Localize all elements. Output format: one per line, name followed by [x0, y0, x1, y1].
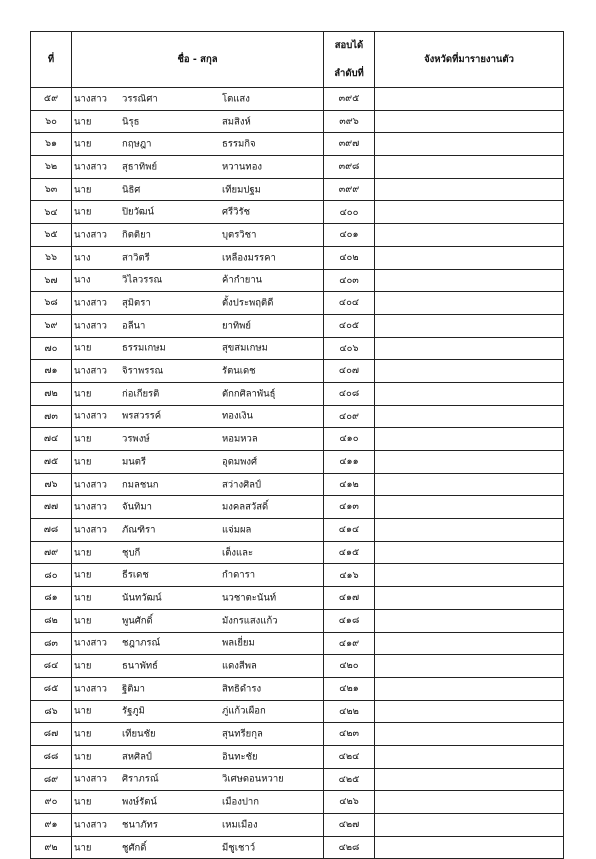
row-number: ๖๓ — [31, 178, 72, 201]
row-title: นางสาว — [74, 637, 107, 649]
row-rank: ๔๑๒ — [324, 473, 375, 496]
row-rank: ๔๒๓ — [324, 723, 375, 746]
row-name-cell — [72, 269, 324, 292]
row-rank: ๓๙๕ — [324, 88, 375, 111]
row-title: นาย — [74, 569, 92, 581]
row-province — [375, 88, 564, 111]
row-first-name: ก่อเกียรติ — [122, 388, 160, 400]
row-rank: ๔๐๓ — [324, 269, 375, 292]
row-number: ๗๑ — [31, 360, 72, 383]
header-number: ที่ — [31, 32, 72, 88]
row-number: ๖๐ — [31, 110, 72, 133]
row-number: ๕๙ — [31, 88, 72, 111]
row-province — [375, 382, 564, 405]
table-row — [31, 405, 564, 428]
row-rank: ๔๒๑ — [324, 677, 375, 700]
row-first-name: วรรณิศา — [122, 93, 158, 105]
row-last-name: ตั้งประพฤติดี — [222, 297, 274, 309]
row-last-name: เหมเมือง — [222, 819, 258, 831]
row-last-name: เทียมปฐม — [222, 183, 261, 195]
row-last-name: นวชาตะนันท์ — [222, 592, 277, 604]
table-row — [31, 700, 564, 723]
row-number: ๗๗ — [31, 496, 72, 519]
row-first-name: ชนาภัทร — [122, 819, 158, 831]
table-row — [31, 110, 564, 133]
row-title: นาย — [74, 660, 92, 672]
row-province — [375, 609, 564, 632]
row-last-name: กำดารา — [222, 569, 256, 581]
table-row — [31, 473, 564, 496]
row-name-cell — [72, 451, 324, 474]
table-row — [31, 655, 564, 678]
row-rank: ๔๑๗ — [324, 587, 375, 610]
table-body — [31, 88, 564, 859]
row-title: นางสาว — [74, 93, 107, 105]
row-number: ๙๑ — [31, 814, 72, 837]
row-province — [375, 360, 564, 383]
row-title: นางสาว — [74, 319, 107, 331]
row-province — [375, 541, 564, 564]
row-province — [375, 224, 564, 247]
row-number: ๘๙ — [31, 768, 72, 791]
row-number: ๙๐ — [31, 791, 72, 814]
row-title: นางสาว — [74, 229, 107, 241]
row-province — [375, 110, 564, 133]
row-province — [375, 451, 564, 474]
row-last-name: อุดมพงศ์ — [222, 456, 258, 468]
row-name-cell — [72, 473, 324, 496]
row-title: นางสาว — [74, 297, 107, 309]
row-last-name: ศรีวิรัช — [222, 206, 251, 218]
row-last-name: หวานทอง — [222, 161, 263, 173]
table-row — [31, 814, 564, 837]
row-first-name: นิธิศ — [122, 183, 141, 195]
row-number: ๗๖ — [31, 473, 72, 496]
row-rank: ๔๐๘ — [324, 382, 375, 405]
row-name-cell — [72, 337, 324, 360]
row-last-name: มงคลสวัสดิ์ — [222, 501, 269, 513]
row-number: ๘๘ — [31, 745, 72, 768]
row-province — [375, 292, 564, 315]
row-name-cell — [72, 496, 324, 519]
table-row — [31, 541, 564, 564]
row-province — [375, 745, 564, 768]
row-last-name: ค้ากำยาน — [222, 274, 263, 286]
row-number: ๗๐ — [31, 337, 72, 360]
row-province — [375, 814, 564, 837]
row-first-name: กฤษฎา — [122, 138, 152, 150]
row-first-name: นันทวัฒน์ — [122, 592, 162, 604]
row-last-name: บุตรวิชา — [222, 229, 257, 241]
row-last-name: สว่างศิลป์ — [222, 478, 261, 490]
table-row — [31, 224, 564, 247]
header-rank-line1: สอบได้ — [334, 40, 364, 51]
row-last-name: แดงสีพล — [222, 660, 257, 672]
row-name-cell — [72, 541, 324, 564]
row-first-name: เทียนชัย — [122, 728, 156, 740]
table-row — [31, 609, 564, 632]
table-row — [31, 519, 564, 542]
row-number: ๘๔ — [31, 655, 72, 678]
table-row — [31, 201, 564, 224]
row-first-name: สหศิลป์ — [122, 751, 152, 763]
row-last-name: โตแสง — [222, 93, 250, 105]
table-row — [31, 360, 564, 383]
row-last-name: หอมหวล — [222, 433, 258, 445]
row-first-name: สุธาทิพย์ — [122, 161, 158, 173]
row-rank: ๔๑๔ — [324, 519, 375, 542]
table-row — [31, 564, 564, 587]
table-row — [31, 768, 564, 791]
row-last-name: สิทธิดำรง — [222, 682, 262, 694]
row-province — [375, 428, 564, 451]
row-number: ๘๖ — [31, 700, 72, 723]
row-first-name: รัฐภูมิ — [122, 705, 145, 717]
row-rank: ๔๑๘ — [324, 609, 375, 632]
row-last-name: อินทะชัย — [222, 751, 258, 763]
row-province — [375, 632, 564, 655]
row-name-cell — [72, 224, 324, 247]
row-title: นางสาว — [74, 524, 107, 536]
row-last-name: สมสิงห์ — [222, 115, 251, 127]
row-rank: ๔๑๐ — [324, 428, 375, 451]
row-number: ๗๕ — [31, 451, 72, 474]
table-row — [31, 133, 564, 156]
row-province — [375, 564, 564, 587]
row-first-name: วิไลวรรณ — [122, 274, 163, 286]
row-province — [375, 791, 564, 814]
row-title: นางสาว — [74, 365, 107, 377]
row-rank: ๔๒๕ — [324, 768, 375, 791]
row-province — [375, 246, 564, 269]
table-row — [31, 156, 564, 179]
row-title: นาย — [74, 841, 92, 853]
row-number: ๘๗ — [31, 723, 72, 746]
row-name-cell — [72, 587, 324, 610]
row-first-name: มนตรี — [122, 456, 147, 468]
row-last-name: รัตนเดช — [222, 365, 256, 377]
table-row — [31, 451, 564, 474]
row-rank: ๔๒๗ — [324, 814, 375, 837]
row-rank: ๔๑๙ — [324, 632, 375, 655]
table-row — [31, 428, 564, 451]
row-first-name: ชูศักดิ์ — [122, 841, 147, 853]
row-first-name: ธีรเดช — [122, 569, 149, 581]
table-row — [31, 269, 564, 292]
row-title: นาย — [74, 705, 92, 717]
row-rank: ๔๑๓ — [324, 496, 375, 519]
row-province — [375, 314, 564, 337]
row-rank: ๓๙๙ — [324, 178, 375, 201]
row-first-name: พูนศักดิ์ — [122, 614, 153, 626]
row-last-name: เต็งและ — [222, 546, 254, 558]
row-name-cell — [72, 519, 324, 542]
row-first-name: ธนาพัทธ์ — [122, 660, 158, 672]
row-number: ๗๘ — [31, 519, 72, 542]
row-title: นาย — [74, 546, 92, 558]
row-title: นางสาว — [74, 161, 107, 173]
row-number: ๘๐ — [31, 564, 72, 587]
table-row — [31, 314, 564, 337]
row-rank: ๔๑๖ — [324, 564, 375, 587]
row-name-cell — [72, 564, 324, 587]
row-first-name: กิตติยา — [122, 229, 151, 241]
row-rank: ๔๒๔ — [324, 745, 375, 768]
row-name-cell — [72, 178, 324, 201]
row-province — [375, 133, 564, 156]
table-header-row — [31, 32, 564, 88]
row-rank: ๔๑๑ — [324, 451, 375, 474]
row-first-name: วรพงษ์ — [122, 433, 150, 445]
row-name-cell — [72, 292, 324, 315]
row-last-name: สุนทรียกุล — [222, 728, 263, 740]
row-first-name: ชฎาภรณ์ — [122, 637, 161, 649]
row-name-cell — [72, 201, 324, 224]
row-rank: ๔๒๖ — [324, 791, 375, 814]
row-rank: ๓๙๖ — [324, 110, 375, 133]
row-title: นางสาว — [74, 682, 107, 694]
row-title: นาย — [74, 796, 92, 808]
row-title: นาย — [74, 728, 92, 740]
row-first-name: ภัณฑิรา — [122, 524, 156, 536]
row-number: ๙๒ — [31, 836, 72, 859]
row-title: นางสาว — [74, 478, 107, 490]
table-row — [31, 88, 564, 111]
row-name-cell — [72, 133, 324, 156]
row-province — [375, 337, 564, 360]
row-number: ๘๑ — [31, 587, 72, 610]
row-name-cell — [72, 360, 324, 383]
row-name-cell — [72, 156, 324, 179]
row-name-cell — [72, 791, 324, 814]
row-title: นางสาว — [74, 501, 107, 513]
row-title: นาย — [74, 456, 92, 468]
row-province — [375, 723, 564, 746]
row-number: ๗๓ — [31, 405, 72, 428]
row-title: นาย — [74, 342, 92, 354]
table-row — [31, 292, 564, 315]
row-title: นาง — [74, 274, 91, 286]
row-name-cell — [72, 609, 324, 632]
row-name-cell — [72, 723, 324, 746]
row-first-name: จิราพรรณ — [122, 365, 164, 377]
row-title: นาย — [74, 388, 92, 400]
row-province — [375, 269, 564, 292]
row-last-name: ตักกศิลาพันธุ์ — [222, 388, 276, 400]
row-rank: ๓๙๘ — [324, 156, 375, 179]
row-last-name: ยาทิพย์ — [222, 319, 251, 331]
row-province — [375, 519, 564, 542]
row-last-name: พลเยี่ยม — [222, 637, 255, 649]
roster-sheet — [30, 31, 563, 859]
row-name-cell — [72, 677, 324, 700]
row-number: ๘๕ — [31, 677, 72, 700]
row-title: นาย — [74, 138, 92, 150]
roster-table — [30, 31, 564, 859]
row-name-cell — [72, 405, 324, 428]
row-number: ๗๙ — [31, 541, 72, 564]
row-province — [375, 178, 564, 201]
row-province — [375, 156, 564, 179]
row-rank: ๔๒๐ — [324, 655, 375, 678]
row-rank: ๔๐๑ — [324, 224, 375, 247]
header-rank-line2: ลำดับที่ — [334, 67, 364, 79]
row-title: นาย — [74, 751, 92, 763]
row-title: นาย — [74, 183, 92, 195]
row-first-name: อลีนา — [122, 319, 146, 331]
row-rank: ๔๑๕ — [324, 541, 375, 564]
row-rank: ๔๐๐ — [324, 201, 375, 224]
table-row — [31, 178, 564, 201]
row-last-name: สุขสมเกษม — [222, 342, 268, 354]
row-rank: ๔๐๒ — [324, 246, 375, 269]
table-row — [31, 723, 564, 746]
table-row — [31, 587, 564, 610]
row-title: นาย — [74, 433, 92, 445]
row-title: นางสาว — [74, 819, 107, 831]
row-first-name: ธรรมเกษม — [122, 342, 166, 354]
row-last-name: ทองเงิน — [222, 410, 253, 422]
row-province — [375, 655, 564, 678]
row-first-name: นิรุธ — [122, 115, 140, 127]
row-name-cell — [72, 814, 324, 837]
row-title: นาง — [74, 251, 91, 263]
row-number: ๖๔ — [31, 201, 72, 224]
row-number: ๖๖ — [31, 246, 72, 269]
table-row — [31, 632, 564, 655]
row-number: ๗๔ — [31, 428, 72, 451]
row-number: ๖๘ — [31, 292, 72, 315]
row-last-name: วิเศษดอนหวาย — [222, 773, 284, 785]
table-row — [31, 246, 564, 269]
table-row — [31, 677, 564, 700]
row-first-name: ชุบกี — [122, 546, 141, 558]
row-name-cell — [72, 745, 324, 768]
row-title: นาย — [74, 115, 92, 127]
row-number: ๖๙ — [31, 314, 72, 337]
table-row — [31, 791, 564, 814]
row-province — [375, 836, 564, 859]
row-number: ๖๑ — [31, 133, 72, 156]
row-number: ๖๗ — [31, 269, 72, 292]
row-number: ๘๒ — [31, 609, 72, 632]
row-name-cell — [72, 836, 324, 859]
row-rank: ๔๐๙ — [324, 405, 375, 428]
row-title: นาย — [74, 206, 92, 218]
row-name-cell — [72, 768, 324, 791]
row-province — [375, 768, 564, 791]
row-province — [375, 677, 564, 700]
row-name-cell — [72, 314, 324, 337]
row-title: นาย — [74, 614, 92, 626]
row-name-cell — [72, 655, 324, 678]
row-last-name: มีชูเชาว์ — [222, 841, 256, 853]
row-province — [375, 496, 564, 519]
row-number: ๗๒ — [31, 382, 72, 405]
table-row — [31, 745, 564, 768]
row-title: นางสาว — [74, 773, 107, 785]
row-province — [375, 405, 564, 428]
row-name-cell — [72, 428, 324, 451]
row-last-name: เหลืองมรรคา — [222, 251, 276, 263]
row-first-name: กมลชนก — [122, 478, 159, 490]
table-row — [31, 836, 564, 859]
table-row — [31, 337, 564, 360]
row-province — [375, 201, 564, 224]
row-first-name: พงษ์รัตน์ — [122, 796, 157, 808]
row-last-name: มังกรแสงแก้ว — [222, 614, 278, 626]
row-name-cell — [72, 632, 324, 655]
row-last-name: ภู่แก้วเผือก — [222, 705, 266, 717]
row-last-name: เมืองปาก — [222, 796, 259, 808]
row-name-cell — [72, 110, 324, 133]
row-rank: ๔๐๖ — [324, 337, 375, 360]
row-rank: ๔๒๘ — [324, 836, 375, 859]
row-first-name: ฐิติมา — [122, 682, 146, 694]
row-province — [375, 473, 564, 496]
row-rank: ๓๙๗ — [324, 133, 375, 156]
row-rank: ๔๐๕ — [324, 314, 375, 337]
row-title: นาย — [74, 592, 92, 604]
row-first-name: ปิยวัฒน์ — [122, 206, 155, 218]
row-number: ๘๓ — [31, 632, 72, 655]
row-name-cell — [72, 246, 324, 269]
header-province: จังหวัดที่มารายงานตัว — [375, 32, 564, 88]
row-name-cell — [72, 700, 324, 723]
header-name: ชื่อ - สกุล — [72, 32, 324, 88]
table-row — [31, 382, 564, 405]
row-rank: ๔๒๒ — [324, 700, 375, 723]
row-last-name: ธรรมกิจ — [222, 138, 256, 150]
row-title: นางสาว — [74, 410, 107, 422]
row-name-cell — [72, 382, 324, 405]
row-province — [375, 700, 564, 723]
row-number: ๖๕ — [31, 224, 72, 247]
row-rank: ๔๐๔ — [324, 292, 375, 315]
row-rank: ๔๐๗ — [324, 360, 375, 383]
row-name-cell — [72, 88, 324, 111]
table-row — [31, 496, 564, 519]
row-first-name: จันทิมา — [122, 501, 152, 513]
row-first-name: สุมิตรา — [122, 297, 151, 309]
row-province — [375, 587, 564, 610]
row-number: ๖๒ — [31, 156, 72, 179]
row-last-name: แจ่มผล — [222, 524, 252, 536]
row-first-name: พรสวรรค์ — [122, 410, 162, 422]
header-rank — [324, 32, 375, 88]
row-first-name: ศิราภรณ์ — [122, 773, 159, 785]
row-first-name: สาวิตรี — [122, 251, 150, 263]
